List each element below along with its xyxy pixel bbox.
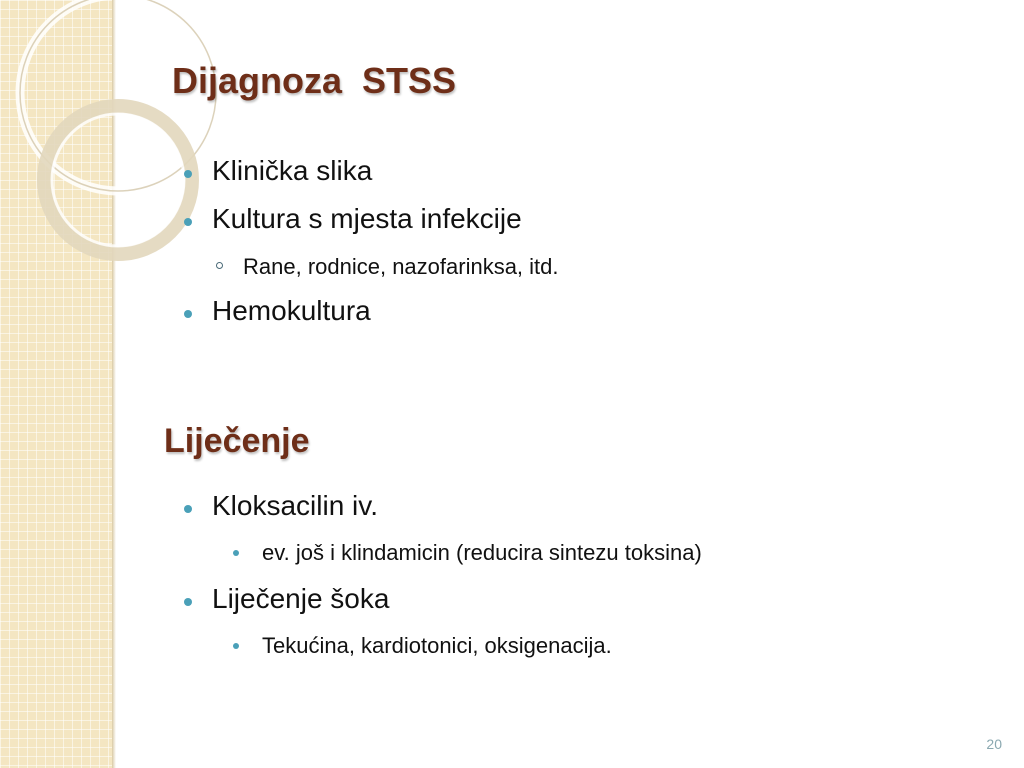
bullet-dot-icon [233,643,239,649]
list-item: ev. još i klindamicin (reducira sintezu toksina) [262,540,702,565]
list-item: Tekućina, kardiotonici, oksigenacija. [262,633,612,658]
bullet-dot-icon [184,598,192,606]
decorative-rings [0,0,200,320]
bullet-dot-icon [184,505,192,513]
page-number: 20 [986,736,1002,752]
list-item: Kloksacilin iv. [212,490,378,521]
list-item: Hemokultura [212,295,371,326]
bullet-ring-icon [216,262,223,269]
list-item: Kultura s mjesta infekcije [212,203,522,234]
list-item: Rane, rodnice, nazofarinksa, itd. [243,254,559,279]
section-heading-treatment: Liječenje [164,422,310,460]
slide-title: Dijagnoza STSS [172,60,457,101]
bullet-dot-icon [233,550,239,556]
list-item: Klinička slika [212,155,373,186]
bullet-dot-icon [184,310,192,318]
list-item: Liječenje šoka [212,583,390,614]
bullet-dot-icon [184,218,192,226]
bullet-dot-icon [184,170,192,178]
